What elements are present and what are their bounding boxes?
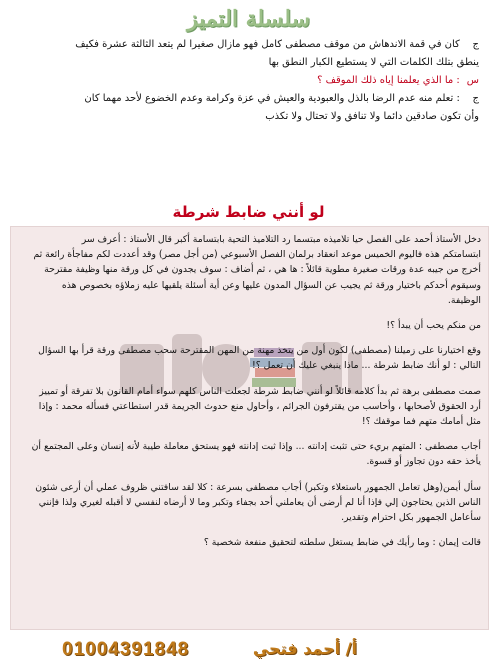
answer-line-2: ينطق بتلك الكلمات التي لا يستطيع الكبار النطق بها bbox=[268, 57, 479, 68]
author-name: أ/ أحمد فتحي bbox=[252, 639, 357, 658]
question-mark: س bbox=[466, 75, 479, 86]
paragraph-line: الوظيفة. bbox=[447, 294, 481, 306]
answer-line-1 bbox=[18, 36, 479, 54]
paragraph-line: دخل الأستاذ أحمد على الفصل حيا تلاميذه مبتسما رد التلاميذ التحية بابتسامة أكبر قال الأستاذ : أعرف سر bbox=[81, 234, 481, 245]
paragraph-line: ابتسامتكم هذه فاليوم الخميس موعد انعقاد برلمان الفصل الأسبوعي (من أجل مصر) وقد أعددت لكم مفاجأة رائعة ثم bbox=[33, 249, 481, 261]
paragraph-line: يأخذ حقه دون تجاوز أو قسوة. bbox=[366, 456, 481, 468]
paragraph-2: من منكم يحب أن يبدأ ؟! bbox=[386, 320, 481, 332]
paragraph-line: سأعامل الجمهور بكل احترام وتقدير. bbox=[341, 512, 481, 524]
paragraph-line: مثل أمامك متهم فما موقفك ؟! bbox=[361, 416, 481, 428]
answer-mark: ج bbox=[472, 39, 479, 50]
intro-block bbox=[18, 36, 479, 126]
answer-line-4: وأن تكون صادقين دائما ولا تنافق ولا تحتال ولا تكذب bbox=[265, 111, 479, 122]
paragraph-1 bbox=[16, 232, 481, 308]
paragraph-6 bbox=[16, 480, 481, 526]
paragraph-line: التالي : لو أنك ضابط شرطة ... ماذا ينبغي عليك أن تعمل ؟! bbox=[252, 360, 481, 372]
paragraph-line: أرد الحقوق لأصحابها ، وأحاسب من يقترفون الجرائم ، وأحاول منع حدوث الجريمة قدر استطاعتي فسأله محمد : وإذا bbox=[38, 400, 481, 412]
series-title: سلسلة التميز bbox=[186, 6, 311, 32]
answer-mark-2: ج bbox=[472, 93, 479, 104]
answer-line-3 bbox=[18, 90, 479, 108]
phone-number: 01004391848 bbox=[62, 639, 190, 660]
paragraph-line: سأل أيمن(وهل تعامل الجمهور باستعلاء وتكبر) أجاب مصطفى بسرعة : كلا لقد سافتني ظروف عملي أن أرعى شئون bbox=[35, 481, 481, 493]
paragraph-line: أخرج من جيبه عدة ورقات صغيرة مطوية قائلاً : ها هي ، ثم أضاف : سوف يجدون في كل ورقة منها وظيفة مقترحة bbox=[44, 264, 481, 276]
paragraph-3 bbox=[16, 343, 481, 373]
paragraph-4 bbox=[16, 384, 481, 430]
paragraph-7: قالت إيمان : وما رأيك في ضابط يستغل سلطته لتحقيق منفعة شخصية ؟ bbox=[203, 537, 481, 549]
question-line bbox=[18, 72, 479, 90]
paragraph-5 bbox=[16, 439, 481, 469]
footer bbox=[0, 639, 497, 667]
answer-text-1: كان في قمة الاندهاش من موقف مصطفى كامل فهو مازال صغيرا لم يتعد الثالثة عشرة فكيف bbox=[75, 39, 460, 50]
paragraph-line: الناس الذين يحتاجون إلي فإذا أنا لم أرضى أن يعاملني أحد بجفاء وتكبر وما لا أرضاه لنفسي لا أقبله لغيري ولذا فإنني bbox=[38, 496, 481, 508]
story-title: لو أنني ضابط شرطة bbox=[172, 203, 325, 221]
question-text: : ما الذي يعلمنا إياه ذلك الموقف ؟ bbox=[317, 75, 460, 86]
paragraph-line: وقع اختيارنا على زميلنا (مصطفى) لكون أول من يتخذ مهنة من المهن المقترحة سحب مصطفى ورقة قرأ بها السؤال bbox=[38, 345, 481, 357]
story-body bbox=[16, 232, 481, 550]
paragraph-line: صمت مصطفى برهة ثم بدأ كلامه قائلاً لو أنني ضابط شرطة لجعلت الناس كلهم سواء أمام القانون بلا تفرقة أو تمييز bbox=[39, 385, 481, 397]
answer-text-3: : تعلم منه عدم الرضا بالذل والعبودية والعيش في عزة وكرامة وعدم الخضوع لأحد مهما كان bbox=[84, 93, 460, 104]
paragraph-line: وسيقوم أحدكم باختيار ورقة ثم يجيب عن السؤال المدون عليها وعن أية أسئلة يلقيها عليه زملاؤه بخصوص هذه bbox=[61, 279, 481, 291]
paragraph-line: أجاب مصطفى : المتهم بريء حتى تثبت إدانته ... وإذا ثبت إدانته فهو يستحق معاملة طيبة لأنه إنسان وعلى المجتمع أن bbox=[31, 441, 481, 453]
